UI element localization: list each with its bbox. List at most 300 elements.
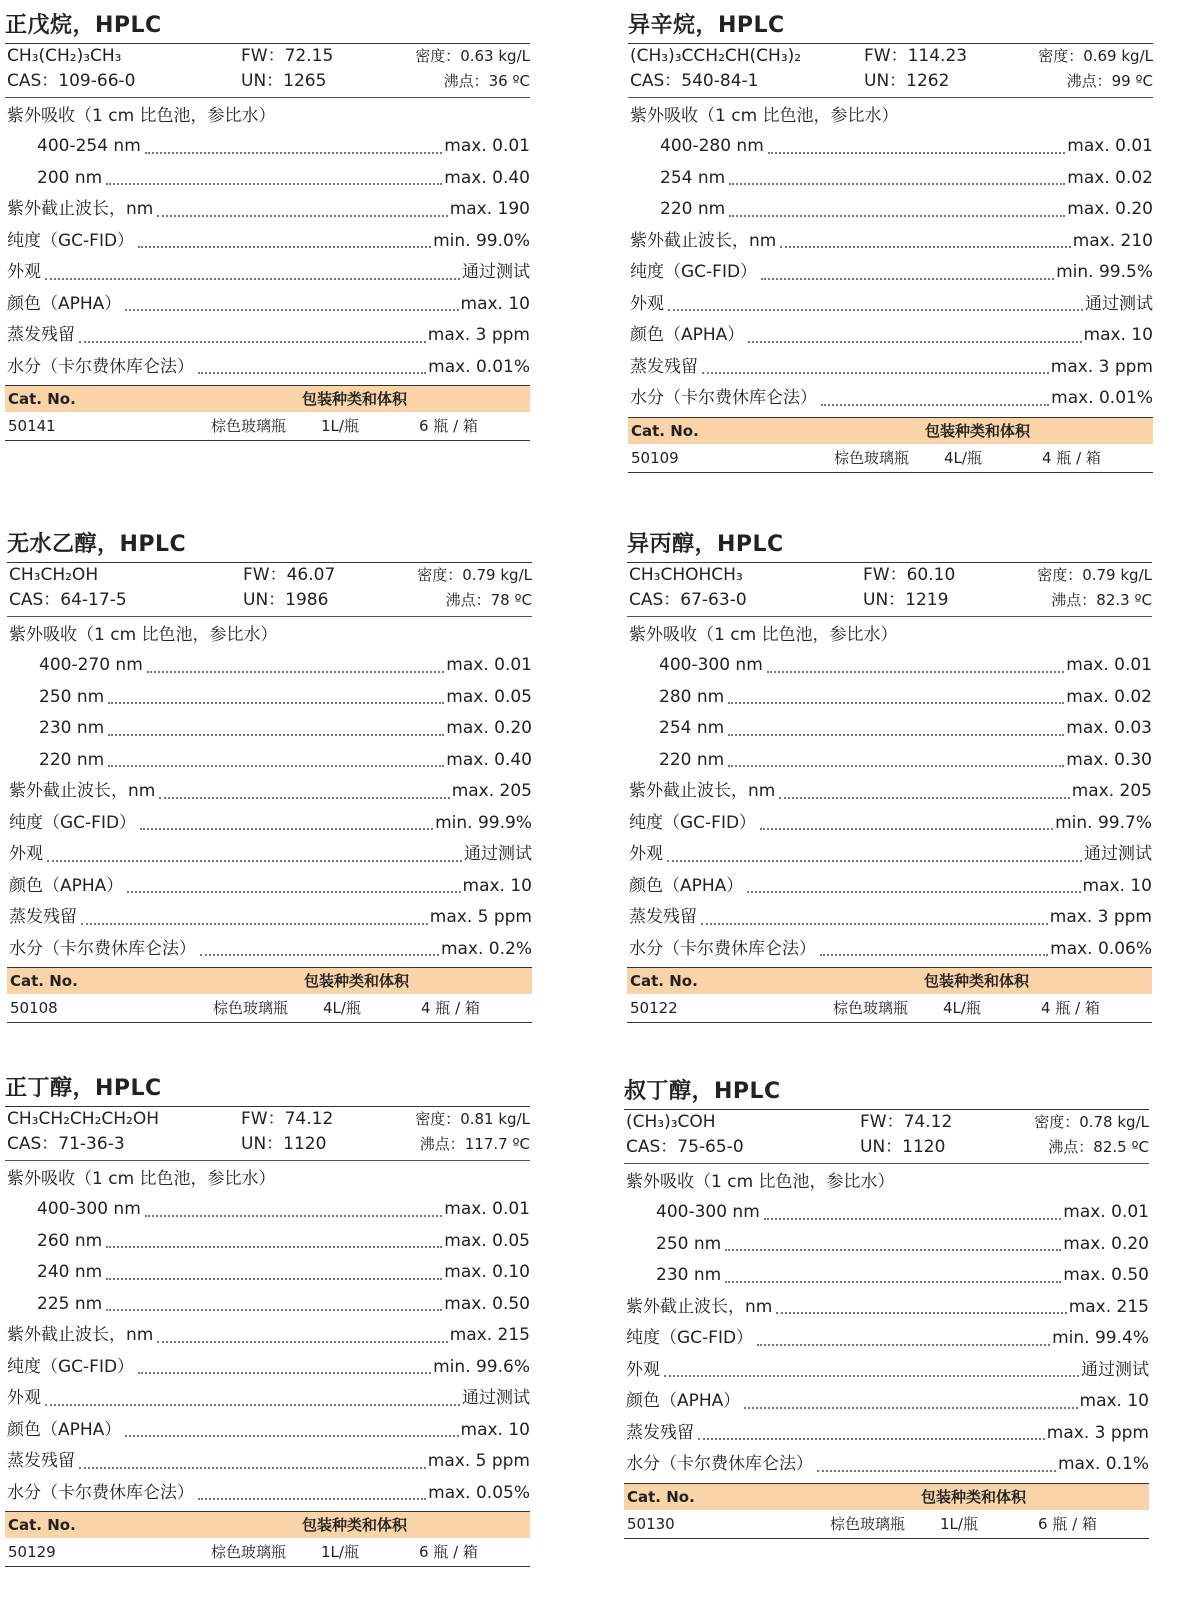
dot-leader — [702, 372, 1049, 374]
spec-label: 外观 — [630, 293, 664, 314]
uv-absorbance-heading: 紫外吸收（1 cm 比色池，参比水） — [9, 625, 278, 645]
formula-weight: FW：74.12 — [241, 1109, 334, 1129]
dot-leader — [817, 1470, 1056, 1472]
spec-value: max. 3 ppm — [1050, 356, 1153, 377]
product-card — [627, 527, 1152, 1023]
dot-leader — [761, 278, 1054, 280]
cas-number: CAS：75-65-0 — [626, 1137, 744, 1157]
spec-label: 颜色（APHA） — [629, 875, 744, 896]
spec-value: max. 0.20 — [1063, 1233, 1149, 1254]
spec-label: 水分（卡尔费休库仑法） — [630, 388, 817, 408]
spec-label: 水分（卡尔费休库仑法） — [626, 1454, 813, 1474]
uv-spec-row — [627, 682, 1152, 714]
un-number: UN：1219 — [863, 590, 949, 610]
spec-value: max. 0.30 — [1066, 749, 1152, 770]
product-card — [5, 1071, 530, 1567]
catalog-number: 50129 — [8, 1543, 56, 1561]
product-properties — [628, 44, 1153, 98]
spec-label: 紫外截止波长，nm — [630, 230, 777, 251]
catalog-header — [628, 417, 1153, 444]
dot-leader — [768, 152, 1066, 154]
density: 密度：0.81 kg/L — [415, 1110, 530, 1128]
boiling-point: 沸点：78 ºC — [445, 591, 532, 609]
formula-weight: FW：72.15 — [241, 46, 334, 66]
dot-leader — [748, 341, 1081, 343]
spec-row — [7, 934, 532, 966]
dot-leader — [198, 372, 426, 374]
spec-value: max. 0.40 — [444, 167, 530, 188]
dot-leader — [127, 891, 460, 893]
package-type: 棕色玻璃瓶 — [834, 448, 910, 467]
spec-label: 纯度（GC-FID） — [629, 812, 757, 833]
spec-value: max. 10 — [1079, 1391, 1149, 1411]
uv-spec-row — [628, 163, 1153, 195]
spec-value: max. 0.05 — [446, 686, 532, 707]
spec-label: 400-254 nm — [37, 136, 141, 156]
dot-leader — [725, 1249, 1061, 1251]
formula-weight: FW：114.23 — [864, 46, 968, 66]
cat-no-header: Cat. No. — [8, 1516, 76, 1534]
boiling-point: 沸点：117.7 ºC — [419, 1135, 530, 1153]
spec-value: 通过测试 — [1081, 1359, 1149, 1380]
dot-leader — [147, 671, 445, 673]
un-number: UN：1986 — [243, 590, 329, 610]
case-quantity: 4 瓶 / 箱 — [1041, 999, 1100, 1017]
spec-label: 颜色（APHA） — [9, 875, 124, 896]
property-row — [5, 44, 530, 69]
spec-label: 外观 — [629, 844, 663, 864]
case-quantity: 6 瓶 / 箱 — [1038, 1514, 1097, 1533]
uv-spec-row — [624, 1260, 1149, 1292]
spec-label: 254 nm — [659, 718, 725, 738]
spec-label: 水分（卡尔费休库仑法） — [7, 356, 194, 377]
cas-number: CAS：109-66-0 — [7, 71, 136, 91]
spec-label: 紫外截止波长，nm — [7, 199, 154, 219]
spec-value: min. 99.5% — [1056, 262, 1153, 282]
dot-leader — [106, 183, 442, 185]
uv-spec-row — [7, 745, 532, 777]
property-row — [627, 588, 1152, 613]
spec-label: 颜色（APHA） — [7, 293, 122, 314]
property-row — [628, 69, 1153, 94]
uv-spec-row — [624, 1197, 1149, 1229]
spec-value: max. 0.05 — [444, 1230, 530, 1251]
dot-leader — [664, 1375, 1079, 1377]
property-row — [627, 563, 1152, 588]
catalog-header — [627, 967, 1152, 994]
un-number: UN：1120 — [860, 1137, 946, 1157]
dot-leader — [821, 404, 1049, 406]
product-properties — [624, 1110, 1149, 1164]
spec-row — [628, 383, 1153, 415]
dot-leader — [701, 923, 1048, 925]
spec-row — [628, 289, 1153, 321]
catalog-row — [624, 1510, 1149, 1539]
dot-leader — [145, 152, 443, 154]
spec-label: 纯度（GC-FID） — [7, 230, 135, 251]
dot-leader — [780, 246, 1070, 248]
spec-value: max. 0.40 — [446, 749, 532, 770]
spec-label: 蒸发残留 — [7, 325, 75, 345]
catalog-row — [7, 994, 532, 1023]
dot-leader — [767, 671, 1065, 673]
package-volume: 1L/瓶 — [321, 1543, 359, 1561]
uv-absorbance-heading: 紫外吸收（1 cm 比色池，参比水） — [626, 1172, 895, 1192]
spec-value: max. 10 — [460, 1419, 530, 1440]
dot-leader — [108, 702, 444, 704]
spec-label: 蒸发残留 — [629, 907, 697, 927]
spec-label: 400-300 nm — [37, 1199, 141, 1219]
case-quantity: 6 瓶 / 箱 — [419, 417, 478, 435]
spec-value: max. 215 — [449, 1325, 530, 1345]
dot-leader — [138, 1372, 431, 1374]
spec-value: max. 0.50 — [1063, 1265, 1149, 1285]
spec-label: 外观 — [7, 262, 41, 282]
chemical-formula: CH₃CH₂CH₂CH₂OH — [7, 1109, 160, 1129]
dot-leader — [667, 860, 1082, 862]
dot-leader — [157, 215, 447, 217]
spec-label: 纯度（GC-FID） — [630, 262, 758, 282]
catalog-row — [5, 412, 530, 441]
package-volume: 4L/瓶 — [943, 999, 981, 1017]
product-card — [628, 8, 1153, 473]
uv-spec-row — [5, 163, 530, 195]
spec-value: max. 3 ppm — [1046, 1422, 1149, 1443]
spec-value: max. 205 — [451, 781, 532, 801]
dot-leader — [138, 246, 431, 248]
spec-value: max. 0.01 — [446, 655, 532, 675]
spec-label: 紫外截止波长，nm — [626, 1296, 773, 1317]
spec-row — [5, 257, 530, 289]
spec-row — [5, 194, 530, 226]
spec-label: 颜色（APHA） — [626, 1391, 741, 1411]
spec-value: max. 10 — [460, 293, 530, 314]
boiling-point: 沸点：82.3 ºC — [1051, 591, 1152, 609]
uv-spec-row — [627, 650, 1152, 682]
uv-spec-row — [624, 1229, 1149, 1261]
dot-leader — [106, 1246, 442, 1248]
property-row — [5, 1132, 530, 1157]
chemical-formula: CH₃CHOHCH₃ — [629, 565, 743, 585]
spec-value: max. 0.10 — [444, 1262, 530, 1282]
cas-number: CAS：71-36-3 — [7, 1134, 125, 1154]
product-properties — [5, 44, 530, 98]
spec-row — [628, 257, 1153, 289]
product-properties — [7, 563, 532, 617]
spec-value: max. 10 — [1082, 875, 1152, 896]
spec-value: max. 205 — [1071, 781, 1152, 801]
spec-label: 240 nm — [37, 1262, 103, 1282]
spec-value: max. 0.1% — [1057, 1454, 1149, 1474]
cas-number: CAS：64-17-5 — [9, 590, 127, 610]
product-title: 叔丁醇，HPLC — [624, 1074, 1149, 1110]
dot-leader — [198, 1498, 426, 1500]
spec-label: 400-300 nm — [656, 1202, 760, 1222]
package-type: 棕色玻璃瓶 — [833, 999, 909, 1017]
spec-label: 水分（卡尔费休库仑法） — [7, 1482, 194, 1503]
spec-label: 纯度（GC-FID） — [7, 1356, 135, 1377]
spec-label: 400-280 nm — [660, 136, 764, 156]
spec-row — [7, 871, 532, 903]
spec-row — [627, 902, 1152, 934]
spec-label: 400-300 nm — [659, 655, 763, 675]
spec-label: 纯度（GC-FID） — [626, 1328, 754, 1348]
spec-label: 水分（卡尔费休库仑法） — [629, 938, 816, 959]
spec-row — [627, 871, 1152, 903]
property-row — [628, 44, 1153, 69]
spec-label: 250 nm — [39, 686, 105, 707]
property-row — [7, 563, 532, 588]
spec-label: 220 nm — [660, 199, 726, 219]
spec-value: max. 0.05% — [428, 1482, 530, 1503]
spec-value: 通过测试 — [462, 262, 530, 282]
spec-value: min. 99.4% — [1052, 1328, 1149, 1348]
spec-value: max. 0.01 — [1063, 1202, 1149, 1222]
product-card — [5, 8, 530, 441]
dot-leader — [45, 1404, 460, 1406]
catalog-row — [5, 1538, 530, 1567]
chemical-formula: CH₃(CH₂)₃CH₃ — [7, 46, 122, 66]
catalog-number: 50122 — [630, 999, 678, 1017]
spec-row — [7, 776, 532, 808]
dot-leader — [79, 341, 426, 343]
spec-value: max. 0.50 — [444, 1293, 530, 1314]
dot-leader — [106, 1309, 442, 1311]
catalog-number: 50108 — [10, 999, 58, 1017]
package-volume: 4L/瓶 — [944, 448, 982, 467]
spec-value: max. 0.06% — [1050, 938, 1152, 959]
boiling-point: 沸点：36 ºC — [443, 72, 530, 90]
spec-label: 外观 — [626, 1359, 660, 1380]
product-title: 正丁醇，HPLC — [5, 1071, 530, 1107]
spec-label: 225 nm — [37, 1293, 103, 1314]
spec-row — [5, 1478, 530, 1510]
cat-no-header: Cat. No. — [630, 972, 698, 990]
product-properties — [627, 563, 1152, 617]
chemical-formula: (CH₃)₃COH — [626, 1112, 716, 1132]
spec-value: max. 0.2% — [440, 938, 532, 959]
catalog-number: 50141 — [8, 417, 56, 435]
catalog-header — [5, 1511, 530, 1538]
spec-value: max. 190 — [449, 199, 530, 219]
product-title: 正戊烷，HPLC — [5, 8, 530, 44]
package-volume: 1L/瓶 — [940, 1514, 978, 1533]
spec-label: 260 nm — [37, 1230, 103, 1251]
density: 密度：0.79 kg/L — [1037, 566, 1152, 584]
spec-row — [628, 320, 1153, 352]
density: 密度：0.78 kg/L — [1034, 1113, 1149, 1131]
spec-row — [624, 1292, 1149, 1324]
package-header: 包装种类和体积 — [302, 390, 408, 408]
dot-leader — [776, 1312, 1066, 1314]
spec-label: 颜色（APHA） — [630, 325, 745, 345]
spec-row — [624, 1449, 1149, 1481]
un-number: UN：1262 — [864, 71, 950, 91]
case-quantity: 6 瓶 / 箱 — [419, 1543, 478, 1561]
spec-row — [628, 352, 1153, 384]
boiling-point: 沸点：82.5 ºC — [1048, 1138, 1149, 1156]
package-volume: 1L/瓶 — [321, 417, 359, 435]
uv-spec-row — [5, 1289, 530, 1321]
cas-number: CAS：540-84-1 — [630, 71, 759, 91]
package-type: 棕色玻璃瓶 — [830, 1514, 906, 1533]
spec-label: 紫外截止波长，nm — [9, 781, 156, 801]
spec-value: max. 10 — [1083, 325, 1153, 345]
package-header: 包装种类和体积 — [921, 1487, 1027, 1506]
cat-no-header: Cat. No. — [627, 1487, 695, 1506]
spec-value: max. 5 ppm — [429, 907, 532, 927]
spec-label: 250 nm — [656, 1233, 722, 1254]
spec-row — [627, 839, 1152, 871]
uv-spec-row — [5, 1226, 530, 1258]
spec-label: 蒸发残留 — [630, 356, 698, 377]
dot-leader — [140, 828, 433, 830]
spec-value: max. 10 — [462, 875, 532, 896]
dot-leader — [760, 828, 1053, 830]
spec-value: max. 0.02 — [1067, 167, 1153, 188]
package-header: 包装种类和体积 — [304, 972, 410, 990]
cat-no-header: Cat. No. — [631, 421, 699, 440]
dot-leader — [747, 891, 1080, 893]
package-volume: 4L/瓶 — [323, 999, 361, 1017]
catalog-row — [628, 444, 1153, 473]
spec-row — [7, 839, 532, 871]
spec-value: max. 3 ppm — [1049, 907, 1152, 927]
catalog-number: 50109 — [631, 448, 679, 467]
spec-label: 254 nm — [660, 167, 726, 188]
dot-leader — [108, 734, 444, 736]
spec-row — [628, 226, 1153, 258]
spec-label: 蒸发残留 — [626, 1422, 694, 1443]
spec-value: max. 215 — [1068, 1296, 1149, 1317]
dot-leader — [757, 1344, 1050, 1346]
property-row — [5, 69, 530, 94]
spec-value: max. 210 — [1072, 230, 1153, 251]
spec-row — [7, 808, 532, 840]
dot-leader — [157, 1341, 447, 1343]
spec-label: 紫外截止波长，nm — [7, 1325, 154, 1345]
spec-row — [624, 1386, 1149, 1418]
spec-value: min. 99.0% — [433, 230, 530, 251]
density: 密度：0.69 kg/L — [1038, 47, 1153, 65]
cas-number: CAS：67-63-0 — [629, 590, 747, 610]
catalog-header — [5, 385, 530, 412]
package-type: 棕色玻璃瓶 — [211, 417, 287, 435]
uv-absorbance-heading: 紫外吸收（1 cm 比色池，参比水） — [630, 106, 899, 126]
spec-value: min. 99.7% — [1055, 812, 1152, 833]
cat-no-header: Cat. No. — [8, 390, 76, 408]
dot-leader — [106, 1278, 442, 1280]
formula-weight: FW：74.12 — [860, 1112, 953, 1132]
uv-spec-row — [627, 713, 1152, 745]
dot-leader — [728, 765, 1064, 767]
spec-label: 230 nm — [39, 718, 105, 738]
spec-label: 外观 — [9, 844, 43, 864]
spec-row — [627, 808, 1152, 840]
spec-label: 230 nm — [656, 1265, 722, 1285]
dot-leader — [200, 954, 439, 956]
catalog-header — [7, 967, 532, 994]
spec-value: max. 0.02 — [1066, 686, 1152, 707]
dot-leader — [668, 309, 1083, 311]
dot-leader — [764, 1218, 1062, 1220]
uv-spec-row — [628, 194, 1153, 226]
spec-row — [624, 1323, 1149, 1355]
spec-label: 220 nm — [659, 749, 725, 770]
package-header: 包装种类和体积 — [925, 421, 1031, 440]
case-quantity: 4 瓶 / 箱 — [421, 999, 480, 1017]
product-title: 异辛烷，HPLC — [628, 8, 1153, 44]
dot-leader — [728, 734, 1064, 736]
property-row — [624, 1110, 1149, 1135]
spec-value: max. 0.01 — [444, 136, 530, 156]
spec-label: 400-270 nm — [39, 655, 143, 675]
dot-leader — [820, 954, 1048, 956]
uv-spec-row — [5, 1257, 530, 1289]
spec-row — [5, 1446, 530, 1478]
dot-leader — [159, 797, 449, 799]
spec-value: max. 0.20 — [446, 718, 532, 738]
spec-row — [627, 934, 1152, 966]
spec-value: max. 0.01 — [1067, 136, 1153, 156]
dot-leader — [125, 1435, 458, 1437]
uv-spec-row — [7, 682, 532, 714]
spec-label: 蒸发残留 — [7, 1451, 75, 1471]
spec-label: 紫外截止波长，nm — [629, 781, 776, 801]
dot-leader — [729, 183, 1065, 185]
spec-value: max. 5 ppm — [427, 1451, 530, 1471]
chemical-formula: (CH₃)₃CCH₂CH(CH₃)₂ — [630, 46, 802, 66]
dot-leader — [145, 1215, 443, 1217]
product-title: 无水乙醇，HPLC — [7, 527, 532, 563]
uv-absorbance-heading: 紫外吸收（1 cm 比色池，参比水） — [629, 625, 898, 645]
spec-row — [5, 320, 530, 352]
spec-label: 水分（卡尔费休库仑法） — [9, 938, 196, 959]
product-card — [7, 527, 532, 1023]
dot-leader — [698, 1438, 1045, 1440]
uv-spec-row — [627, 745, 1152, 777]
spec-row — [627, 776, 1152, 808]
spec-value: max. 0.01% — [428, 356, 530, 377]
dot-leader — [45, 278, 460, 280]
spec-value: 通过测试 — [1085, 293, 1153, 314]
catalog-number: 50130 — [627, 1514, 675, 1533]
uv-spec-row — [7, 650, 532, 682]
spec-row — [5, 1415, 530, 1447]
cat-no-header: Cat. No. — [10, 972, 78, 990]
spec-row — [5, 289, 530, 321]
spec-value: max. 0.20 — [1067, 199, 1153, 219]
property-row — [624, 1135, 1149, 1160]
spec-value: max. 0.01 — [1066, 655, 1152, 675]
dot-leader — [108, 765, 444, 767]
dot-leader — [744, 1407, 1077, 1409]
uv-absorbance-heading: 紫外吸收（1 cm 比色池，参比水） — [7, 106, 276, 126]
spec-label: 颜色（APHA） — [7, 1419, 122, 1440]
spec-value: min. 99.6% — [433, 1356, 530, 1377]
dot-leader — [729, 215, 1065, 217]
uv-spec-row — [7, 713, 532, 745]
package-header: 包装种类和体积 — [924, 972, 1030, 990]
catalog-row — [627, 994, 1152, 1023]
uv-absorbance-heading: 紫外吸收（1 cm 比色池，参比水） — [7, 1169, 276, 1189]
spec-row — [5, 352, 530, 384]
dot-leader — [125, 309, 458, 311]
uv-spec-row — [628, 131, 1153, 163]
case-quantity: 4 瓶 / 箱 — [1042, 448, 1101, 467]
spec-row — [7, 902, 532, 934]
dot-leader — [47, 860, 462, 862]
